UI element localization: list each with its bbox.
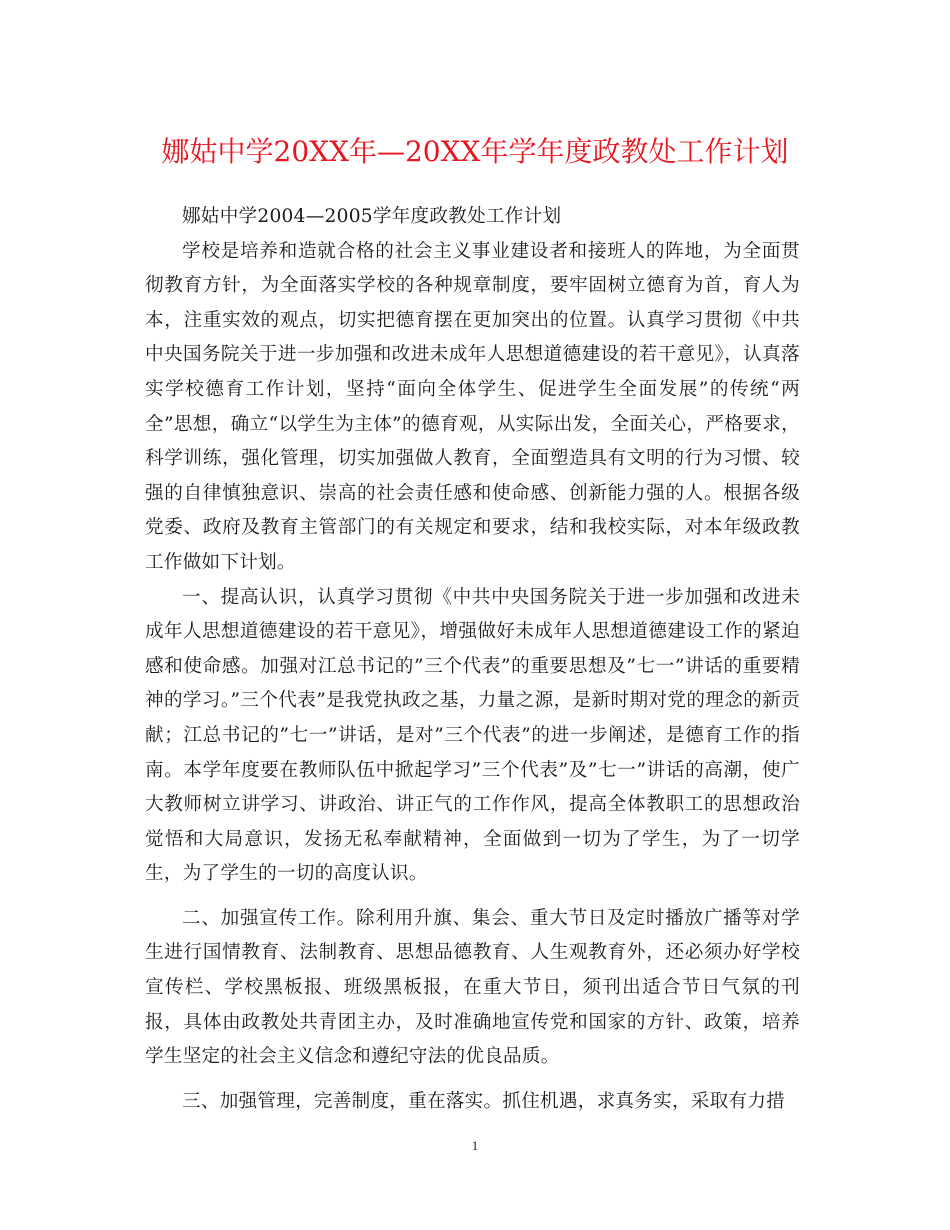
- intro-paragraph: 学校是培养和造就合格的社会主义事业建设者和接班人的阵地，为全面贯彻教育方针，为全面落实学校的各种规章制度，要牢固树立德育为首，育人为本，注重实效的观点，切实把德育摆在更加突出的位置。认真学习贯彻《中共中央国务院关于进一步加强和改进未成年人思想道德建设的若干意见》，认真落实学校德育工作计划，坚持“面向全体学生、促进学生全面发展”的传统“两全”思想，确立“以学生为主体”的德育观，从实际出发，全面关心，严格要求，科学训练，强化管理，切实加强做人教育，全面塑造具有文明的行为习惯、较强的自律慎独意识、崇高的社会责任感和使命感、创新能力强的人。根据各级党委、政府及教育主管部门的有关规定和要求，结和我校实际，对本年级政教工作做如下计划。: [145, 240, 800, 573]
- document-body: [145, 200, 800, 1119]
- document-title: 娜姑中学20XX年—20XX年学年度政教处工作计划: [161, 135, 789, 168]
- section-two-paragraph: 二、加强宣传工作。除利用升旗、集会、重大节日及定时播放广播等对学生进行国情教育、法制教育、思想品德教育、人生观教育外，还必须办好学校宣传栏、学校黑板报、班级黑板报，在重大节日，须刊出适合节日气氛的刊报，具体由政教处共青团主办，及时准确地宣传党和国家的方针、政策，培养学生坚定的社会主义信念和遵纪守法的优良品质。: [145, 907, 800, 1068]
- subtitle-paragraph: 娜姑中学2004—2005学年度政教处工作计划: [182, 206, 562, 227]
- section-one-paragraph: 一、提高认识，认真学习贯彻《中共中央国务院关于进一步加强和改进未成年人思想道德建设的若干意见》，增强做好未成年人思想道德建设工作的紧迫感和使命感。加强对江总书记的”三个代表”的重要思想及”七一”讲话的重要精神的学习。”三个代表”是我党执政之基，力量之源，是新时期对党的理念的新贡献；江总书记的”七一”讲话，是对”三个代表”的进一步阐述，是德育工作的指南。本学年度要在教师队伍中掀起学习”三个代表”及”七一”讲话的高潮，使广大教师树立讲学习、讲政治、讲正气的工作作风，提高全体教职工的思想政治觉悟和大局意识，发扬无私奉献精神，全面做到一切为了学生，为了一切学生，为了学生的一切的高度认识。: [145, 586, 800, 885]
- page-number: 1: [471, 1138, 479, 1153]
- section-three-paragraph: 三、加强管理，完善制度，重在落实。抓住机遇，求真务实，采取有力措: [182, 1090, 786, 1112]
